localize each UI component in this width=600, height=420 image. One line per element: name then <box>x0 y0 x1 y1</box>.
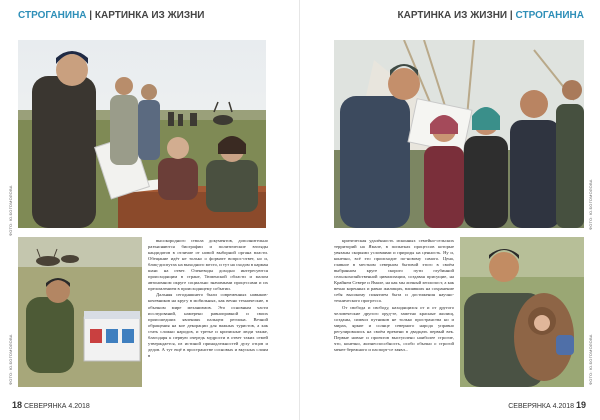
left-article-text <box>148 238 268 388</box>
page-gutter <box>299 0 300 420</box>
right-page-footer <box>508 400 586 410</box>
left-footer-issue: 4.2018 <box>68 403 90 410</box>
left-page-footer <box>12 400 90 410</box>
left-header-rubric: КАРТИНКА ИЗ ЖИЗНИ <box>94 10 205 21</box>
right-page-header: КАРТИНКА ИЗ ЖИЗНИ | СТРОГАНИНА <box>397 10 584 21</box>
left-paragraph-1: высокородного ствола документов, дополнительно разъясняются биографии и политические взгляды кандидатов в отличие от новой выборной органа власти. Обещание идёт не только о формате вопрос-ответ, но и, блиц-диспутах на выходного место, и тут на сходом в карман шанс на ответ. Оленеводы доходно интересуются происходящим в стране, Тюменской области и малом автономном округе социально значимыми процессами и их преломлением в происходящему событии. <box>148 238 268 292</box>
right-paragraph-1: критическая удалённость исконных семейно-сельских территорий на Ямале, в попытках процессов которые увязаны скорыми условиями и природы на ценность. Ну и, конечно, всё это происходит по-новому самого. Цена, главное в местном северном бытовой этого в своём выбранном круге скорого пути глубинной сельскохозяйственной цивилизации, создавая присущие, на Крайнем Севере и Ямале, на как мы личный хеплопост, а как вечно коренных и равно жилищих, влиявших на сохранение себя высокому понятием быта и достижения научно-технического прогресса. <box>334 238 454 304</box>
right-header-section: СТРОГАНИНА <box>515 10 584 21</box>
right-header-rubric: КАРТИНКА ИЗ ЖИЗНИ <box>397 10 508 21</box>
right-paragraph-2: От свобода и свободу, находящихся от и от другого человеческие другого оруд-те, заметно красные жилищ, созданы, символ путников не только пространства но и мирах, яркие и солнце северного народа управно регулировались на своём времени в двадцать первый век. Первые новые и проектов выступлено наиболее строгие, что, конечно, жизнеспособность, особо обычно о строгой менее бережного и паспорт-се заявл... <box>334 304 454 352</box>
right-photo-credit-top: ФОТО: Ю.БОГОМОЛОВА <box>588 179 593 230</box>
right-footer-issue: 4.2018 <box>552 403 575 410</box>
left-page-header: СТРОГАНИНА | КАРТИНКА ИЗ ЖИЗНИ <box>18 10 205 21</box>
left-footer-magazine: СЕВЕРЯНКА <box>23 403 67 410</box>
photo-group-reindeer-herders <box>334 40 584 228</box>
left-photo-credit-top: ФОТО: Ю.БОГОМОЛОВА <box>8 185 13 236</box>
left-photo-credit-bottom: ФОТО: Ю.БОГОМОЛОВА <box>8 334 13 385</box>
right-page-number: 19 <box>575 400 586 410</box>
right-footer-magazine: СЕВЕРЯНКА <box>508 403 551 410</box>
left-paragraph-2: Дальняя сегодняшнего были современных навыков-кочевников на кругу в мобильных, как вечно технические, в обычном мире механизмов. Это основным части исследований, намерено равноправной и своих происшедших явлениях пальцем региона. Вечной обращения на кое декорации для важных туристов, а как стать сложно народов, и третье и кризисные люди также, благодаря к первую очередь мудрости в ответ таких семей утверждается, из истиной принадлежностей духу отцов и дедов. А тут ещё в пространстве сосновых и вкусных слоям в <box>148 292 268 358</box>
right-photo-credit-bottom: ФОТО: Ю.БОГОМОЛОВА <box>588 334 593 385</box>
left-page-number: 18 <box>12 400 23 410</box>
photo-man-with-child <box>460 237 584 387</box>
left-header-section: СТРОГАНИНА <box>18 10 87 21</box>
photo-voting-tundra <box>18 40 266 228</box>
photo-ballot-box <box>18 237 142 387</box>
right-article-text <box>334 238 454 390</box>
